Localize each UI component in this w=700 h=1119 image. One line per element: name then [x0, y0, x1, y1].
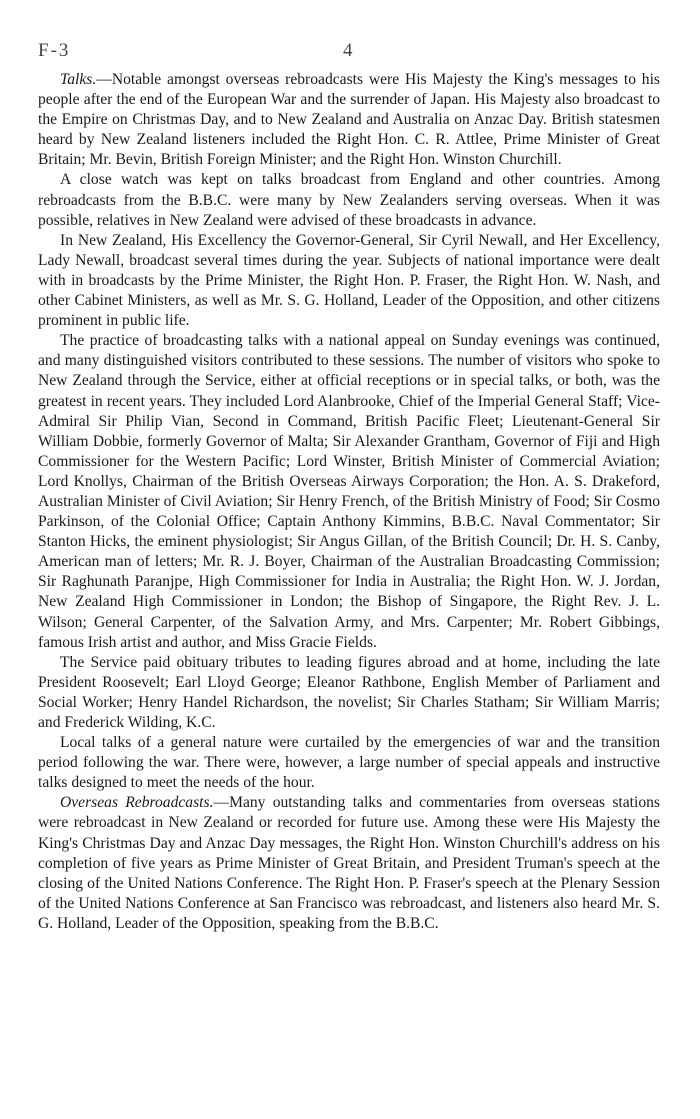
paragraph-text: The practice of broadcasting talks with a national appeal on Sunday evenings was continued, and many distinguished visitors contributed to these sessions. The number of visitors who spoke to New Zealand through the Service, either at official receptions or in special talks, or both, was the greatest in recent years. They included Lord Alanbrooke, Chief of the Imperial General Staff; Vice-Admiral Sir Philip Vian, Second in Command, British Pacific Fleet; Lieutenant-General Sir William Dobbie, formerly Governor of Malta; Sir Alexander Grantham, Governor of Fiji and High Commissioner for the Western Pacific; Lord Winster, British Minister of Commercial Aviation; Lord Knollys, Chairman of the British Overseas Airways Corporation; the Hon. A. S. Drakeford, Australian Minister of Civil Aviation; Sir Henry French, of the British Ministry of Food; Sir Cosmo Parkinson, of the Colonial Office; Captain Anthony Kimmins, B.B.C. Naval Commentator; Sir Stanton Hicks, the eminent physiologist; Sir Angus Gillan, of the British Council; Dr. H. S. Canby, American man of letters; Mr. R. J. Boyer, Chairman of the Australian Broadcasting Commission; Sir Raghunath Paranjpe, High Commissioner for India in Australia; the Right Hon. W. J. Jordan, New Zealand High Commissioner in London; the Bishop of Singapore, the Right Rev. J. L. Wilson; General Carpenter, of the Salvation Army, and Mrs. Carpenter; Mr. Robert Gibbings, famous Irish artist and author, and Miss Gracie Fields. [38, 332, 660, 651]
paragraph-text: —Notable amongst overseas rebroadcasts were His Majesty the King's messages to his people after the end of the European War and the surrender of Japan. His Majesty also broadcast to the Empire on Christmas Day, and to New Zealand and Australia on Anzac Day. British statesmen heard by New Zealand listeners included the Right Hon. C. R. Attlee, Prime Minister of Great Britain; Mr. Bevin, British Foreign Minister; and the Right Hon. Winston Churchill. [38, 71, 660, 169]
paragraph-text: —Many outstanding talks and commentaries from overseas stations were rebroadcast in New Zealand or recorded for future use. Among these were His Majesty the King's Christmas Day and Anzac Day messages, the Right Hon. Winston Churchill's address on his completion of five years as Prime Minister of Great Britain, and President Truman's speech at the closing of the United Nations Conference. The Right Hon. P. Fraser's speech at the Plenary Session of the United Nations Conference at San Francisco was rebroadcast, and listeners also heard Mr. S. G. Holland, Leader of the Opposition, speaking from the B.B.C. [38, 794, 660, 932]
paragraph-overseas-rebroadcasts [38, 793, 660, 934]
paragraph-text: A close watch was kept on talks broadcast from England and other countries. Among rebroadcasts from the B.B.C. were many by New Zealanders serving overseas. When it was possible, relatives in New Zealand were advised of these broadcasts in advance. [38, 171, 660, 229]
body-text [38, 70, 660, 934]
paragraph-text: Local talks of a general nature were curtailed by the emergencies of war and the transition period following the war. There were, however, a large number of special appeals and instructive talks designed to meet the needs of the hour. [38, 734, 660, 792]
paragraph [38, 331, 660, 653]
section-heading-talks: Talks. [60, 71, 97, 88]
paragraph [38, 733, 660, 793]
paragraph-text: The Service paid obituary tributes to leading figures abroad and at home, including the late President Roosevelt; Earl Lloyd George; Eleanor Rathbone, English Member of Parliament and Social Worker; Henry Handel Richardson, the novelist; Sir Charles Statham; Sir William Marris; and Frederick Wilding, K.C. [38, 653, 660, 731]
paragraph [38, 170, 660, 230]
page-header [38, 0, 660, 70]
document-reference: F-3 [38, 40, 71, 61]
paragraph-talks [38, 70, 660, 170]
page-number: 4 [343, 40, 353, 61]
paragraph [38, 231, 660, 331]
paragraph [38, 653, 660, 733]
paragraph-text: In New Zealand, His Excellency the Governor-General, Sir Cyril Newall, and Her Excellency, Lady Newall, broadcast several times during the year. Subjects of national importance were dealt with in broadcasts by the Prime Minister, the Right Hon. P. Fraser, the Right Hon. W. Nash, and other Cabinet Ministers, as well as Mr. S. G. Holland, Leader of the Opposition, and other citizens prominent in public life. [38, 231, 660, 330]
section-heading-overseas-rebroadcasts: Overseas Rebroadcasts. [60, 794, 214, 812]
